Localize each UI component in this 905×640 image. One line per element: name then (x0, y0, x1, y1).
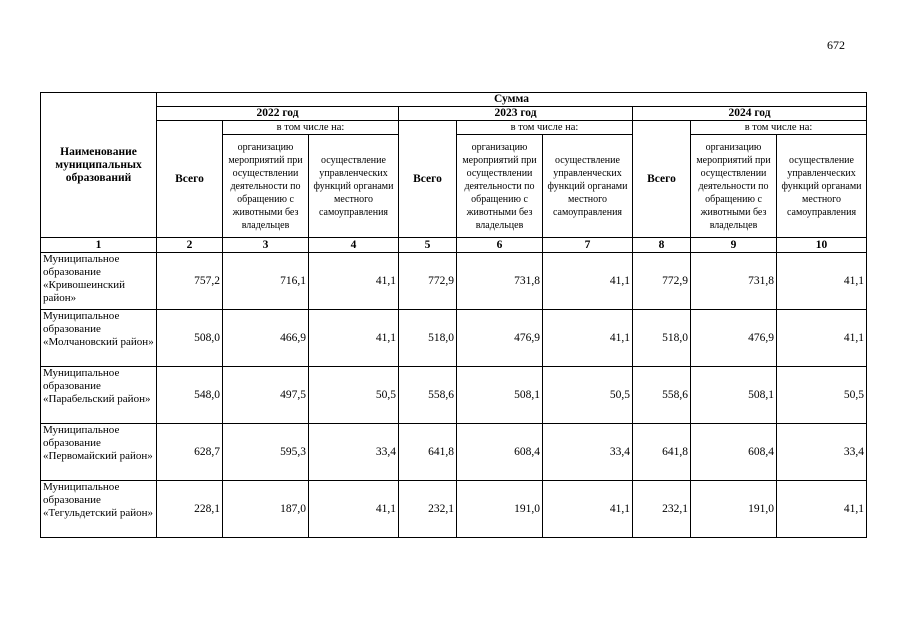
value-cell: 466,9 (223, 310, 309, 367)
value-cell: 33,4 (777, 424, 867, 481)
value-cell: 187,0 (223, 481, 309, 538)
header-including-2022: в том числе на: (223, 121, 399, 135)
column-number-row (41, 238, 867, 253)
table-row (41, 481, 867, 538)
value-cell: 41,1 (309, 481, 399, 538)
page-number: 672 (827, 38, 845, 52)
value-cell: 716,1 (223, 253, 309, 310)
value-cell: 518,0 (399, 310, 457, 367)
value-cell: 518,0 (633, 310, 691, 367)
header-org-2024: организацию мероприятий при осуществлении деятельности по обращению с животными без владельцев (691, 135, 777, 238)
municipality-name: Муниципальное образование «Первомайский район» (41, 424, 157, 481)
municipality-name: Муниципальное образование «Кривошеинский район» (41, 253, 157, 310)
value-cell: 41,1 (309, 310, 399, 367)
value-cell: 508,1 (457, 367, 543, 424)
value-cell: 232,1 (633, 481, 691, 538)
value-cell: 608,4 (457, 424, 543, 481)
header-total-2022: Всего (157, 121, 223, 238)
header-year-2024: 2024 год (633, 107, 867, 121)
value-cell: 50,5 (777, 367, 867, 424)
column-number: 6 (457, 238, 543, 253)
budget-table (40, 92, 867, 538)
header-year-2023: 2023 год (399, 107, 633, 121)
value-cell: 50,5 (543, 367, 633, 424)
header-name-col: Наименование муниципальных образований (41, 93, 157, 238)
column-number: 3 (223, 238, 309, 253)
value-cell: 228,1 (157, 481, 223, 538)
value-cell: 508,0 (157, 310, 223, 367)
table-row (41, 253, 867, 310)
value-cell: 41,1 (543, 481, 633, 538)
value-cell: 558,6 (633, 367, 691, 424)
header-including-2023: в том числе на: (457, 121, 633, 135)
municipality-name: Муниципальное образование «Молчановский район» (41, 310, 157, 367)
value-cell: 641,8 (633, 424, 691, 481)
value-cell: 50,5 (309, 367, 399, 424)
column-number: 7 (543, 238, 633, 253)
header-including-2024: в том числе на: (691, 121, 867, 135)
value-cell: 548,0 (157, 367, 223, 424)
column-number: 9 (691, 238, 777, 253)
header-mgmt-2023: осуществление управленческих функций органами местного самоуправления (543, 135, 633, 238)
value-cell: 41,1 (777, 481, 867, 538)
value-cell: 476,9 (691, 310, 777, 367)
value-cell: 757,2 (157, 253, 223, 310)
column-number: 5 (399, 238, 457, 253)
municipality-name: Муниципальное образование «Парабельский район» (41, 367, 157, 424)
value-cell: 41,1 (543, 310, 633, 367)
table-row (41, 424, 867, 481)
value-cell: 41,1 (777, 253, 867, 310)
column-number: 8 (633, 238, 691, 253)
column-number: 2 (157, 238, 223, 253)
value-cell: 41,1 (543, 253, 633, 310)
value-cell: 628,7 (157, 424, 223, 481)
value-cell: 558,6 (399, 367, 457, 424)
value-cell: 595,3 (223, 424, 309, 481)
value-cell: 497,5 (223, 367, 309, 424)
column-number: 4 (309, 238, 399, 253)
table-row (41, 367, 867, 424)
header-org-2023: организацию мероприятий при осуществлении деятельности по обращению с животными без владельцев (457, 135, 543, 238)
value-cell: 191,0 (691, 481, 777, 538)
header-org-2022: организацию мероприятий при осуществлении деятельности по обращению с животными без владельцев (223, 135, 309, 238)
value-cell: 608,4 (691, 424, 777, 481)
value-cell: 191,0 (457, 481, 543, 538)
municipality-name: Муниципальное образование «Тегульдетский район» (41, 481, 157, 538)
value-cell: 41,1 (777, 310, 867, 367)
header-mgmt-2022: осуществление управленческих функций органами местного самоуправления (309, 135, 399, 238)
value-cell: 41,1 (309, 253, 399, 310)
header-mgmt-2024: осуществление управленческих функций органами местного самоуправления (777, 135, 867, 238)
value-cell: 232,1 (399, 481, 457, 538)
value-cell: 772,9 (633, 253, 691, 310)
table-row (41, 310, 867, 367)
value-cell: 33,4 (543, 424, 633, 481)
header-total-2023: Всего (399, 121, 457, 238)
value-cell: 641,8 (399, 424, 457, 481)
value-cell: 731,8 (457, 253, 543, 310)
value-cell: 731,8 (691, 253, 777, 310)
column-number: 1 (41, 238, 157, 253)
header-total-2024: Всего (633, 121, 691, 238)
value-cell: 476,9 (457, 310, 543, 367)
value-cell: 508,1 (691, 367, 777, 424)
header-year-2022: 2022 год (157, 107, 399, 121)
value-cell: 772,9 (399, 253, 457, 310)
header-sum: Сумма (157, 93, 867, 107)
value-cell: 33,4 (309, 424, 399, 481)
column-number: 10 (777, 238, 867, 253)
